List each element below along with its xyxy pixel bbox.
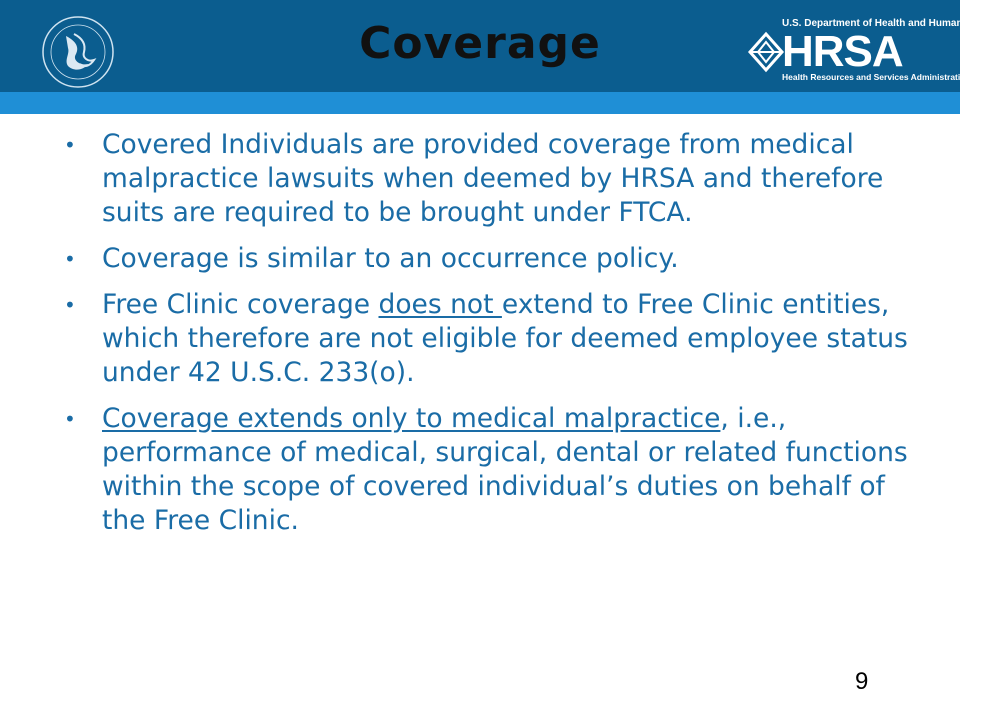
bullet-text: Coverage is similar to an occurrence policy. (102, 243, 679, 274)
bullet-item (62, 288, 922, 390)
bullet-list (62, 128, 922, 550)
bullet-text-underlined: Coverage extends only to medical malpractice (102, 403, 721, 434)
bullet-text-before: Free Clinic coverage (102, 289, 379, 320)
hrsa-full-name-text: Health Resources and Services Administration (782, 72, 971, 82)
bullet-marker: • (64, 293, 76, 317)
header-stripe (0, 92, 960, 114)
bullet-marker: • (64, 247, 76, 271)
bullet-text-underlined: does not (378, 289, 502, 320)
bullet-text-after: extend to Free Clinic entities, which therefore are not eligible for deemed employee status under 42 U.S.C. 233(o). (102, 289, 908, 388)
hrsa-mark-icon (748, 32, 784, 72)
bullet-marker: • (64, 133, 76, 157)
bullet-marker: • (64, 407, 76, 431)
bullet-item (62, 128, 922, 230)
hrsa-logo (748, 18, 1007, 84)
bullet-text: Covered Individuals are provided coverage from medical malpractice lawsuits when deemed by HRSA and therefore suits are required to be brought under FTCA. (102, 129, 884, 228)
bullet-item (62, 242, 922, 276)
bullet-item (62, 402, 922, 538)
hrsa-department-text: U.S. Department of Health and Human Services (782, 18, 1007, 29)
page-number: 9 (855, 668, 869, 695)
bullet-text-after: , i.e., performance of medical, surgical, dental or related functions within the scope of covered individual’s duties on behalf of the Free Clinic. (102, 403, 908, 536)
slide-title: Coverage (359, 18, 601, 69)
hrsa-wordmark: HRSA (782, 27, 903, 76)
